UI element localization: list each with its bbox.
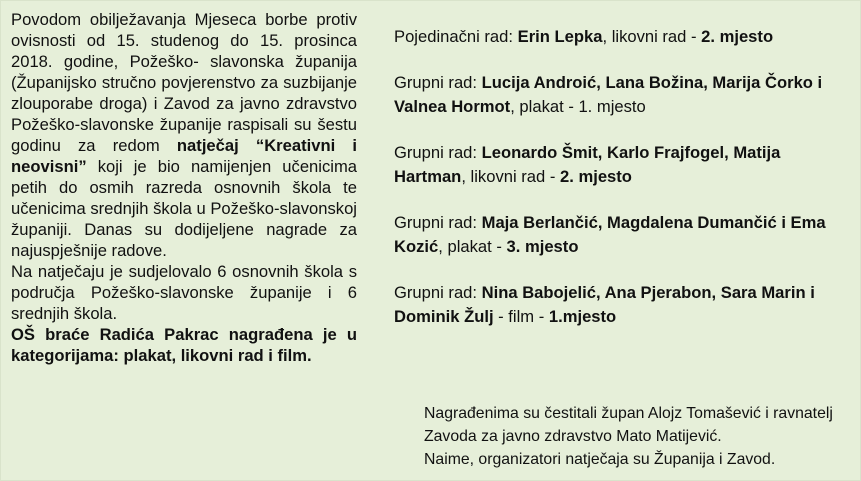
award-names: Maja Berlančić, Magdalena Dumančić i Ema Kozić	[394, 213, 826, 256]
school-award-paragraph	[11, 324, 357, 366]
award-item	[394, 211, 854, 259]
contest-name: natječaj “Kreativni i neovisni”	[11, 136, 357, 176]
award-place: 2. mjesto	[701, 27, 774, 46]
award-category: Pojedinačni rad:	[394, 27, 518, 46]
congratulations-text: Nagrađenima su čestitali župan Alojz Tomašević i ravnatelj Zavoda za javno zdravstvo Mato Matijević.	[424, 405, 833, 445]
award-names: Erin Lepka	[517, 27, 603, 46]
award-category: Grupni rad:	[394, 283, 482, 302]
award-category: Grupni rad:	[394, 143, 482, 162]
award-item	[394, 71, 854, 119]
award-item	[394, 141, 854, 189]
award-type: , likovni rad -	[602, 27, 702, 46]
award-type: , likovni rad -	[461, 167, 560, 186]
award-category: Grupni rad:	[394, 73, 482, 92]
intro-column	[11, 9, 357, 366]
intro-text: Povodom obilježavanja Mjeseca borbe protiv ovisnosti od 15. studenog do 15. prosinca 2018. godine, Požeško- slavonska županija (Županijsko stručno povjerenstvo za suzbijanje zlouporabe droga) i Zavod za javno zdravstvo Požeško-slavonske županije raspisali su šestu godinu za redom	[11, 10, 357, 155]
award-item	[394, 25, 854, 49]
intro-paragraph	[11, 9, 357, 261]
organizers-text: Naime, organizatori natječaja su Županija i Zavod.	[424, 451, 776, 468]
award-place: 1. mjesto	[578, 97, 646, 116]
award-place: 2. mjesto	[560, 167, 632, 186]
award-names: Nina Babojelić, Ana Pjerabon, Sara Marin i Dominik Žulj	[394, 283, 815, 326]
intro-text-tail: koji je bio namijenjen učenicima petih do osmih razreda osnovnih škola te učenicima srednjih škola u Požeško-slavonskoj županiji. Danas su dodijeljene nagrade za najuspješnije radove.	[11, 157, 357, 260]
award-type: , plakat -	[510, 97, 579, 116]
award-place: 3. mjesto	[506, 237, 579, 256]
awards-list	[394, 25, 854, 351]
award-names: Lucija Androić, Lana Božina, Marija Čorko i Valnea Hormot	[394, 73, 823, 116]
award-type: , plakat -	[438, 237, 507, 256]
award-names: Leonardo Šmit, Karlo Frajfogel, Matija Hartman	[394, 143, 781, 186]
award-type: - film -	[493, 307, 549, 326]
participation-paragraph: Na natječaju je sudjelovalo 6 osnovnih škola s područja Požeško-slavonske županije i 6 srednjih škola.	[11, 262, 357, 323]
award-place: 1.mjesto	[548, 307, 617, 326]
award-category: Grupni rad:	[394, 213, 482, 232]
closing-note	[424, 402, 854, 471]
school-award-text: OŠ braće Radića Pakrac nagrađena je u kategorijama: plakat, likovni rad i film.	[11, 325, 357, 365]
award-item	[394, 281, 854, 329]
